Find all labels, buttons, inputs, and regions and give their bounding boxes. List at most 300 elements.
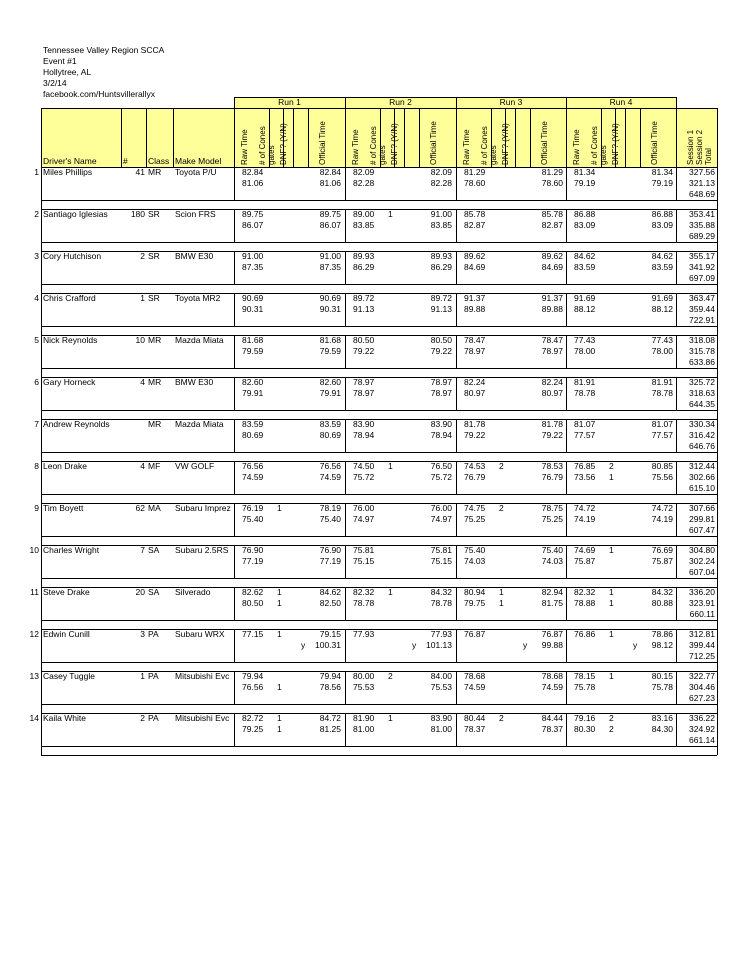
grid-line [717, 503, 718, 545]
raw-time: 75.15 [353, 556, 375, 566]
raw-time: 79.94 [242, 671, 264, 681]
official-time: 81.29 [541, 167, 563, 177]
position: 1 [34, 167, 39, 177]
dnf-header: DNF? (Y/N) [390, 123, 399, 165]
grid-line [566, 251, 567, 284]
dnf-flag: y [633, 640, 638, 650]
official-time-header: Official Time [650, 121, 659, 165]
raw-time: 89.62 [464, 251, 486, 261]
car-number: 41 [135, 167, 145, 177]
cone-count: 1 [609, 598, 614, 608]
raw-time: 82.09 [353, 167, 375, 177]
dnf-header: DNF? (Y/N) [501, 123, 510, 165]
official-time: 89.88 [541, 304, 563, 314]
raw-time: 80.30 [574, 724, 596, 734]
raw-time: 89.88 [464, 304, 486, 314]
cones-header: # of Cones [369, 126, 378, 165]
raw-time: 74.03 [464, 556, 486, 566]
grid-line [676, 377, 677, 410]
official-time: 75.87 [651, 556, 673, 566]
official-time: 79.15 [319, 629, 341, 639]
official-time: 76.69 [651, 545, 673, 555]
driver-name: Edwin Cunill [43, 629, 90, 639]
dnf-flag: y [412, 640, 417, 650]
car-class: MA [148, 503, 161, 513]
grid-line [717, 629, 718, 671]
raw-time: 79.22 [464, 430, 486, 440]
grid-line [566, 335, 567, 368]
grid-line [234, 167, 235, 200]
grid-line [456, 503, 457, 536]
cone-count: 2 [609, 724, 614, 734]
cone-count: 1 [277, 682, 282, 692]
grid-line [456, 671, 457, 704]
raw-time: 86.07 [242, 220, 264, 230]
session2-total: 316.42 [689, 430, 715, 440]
grid-line [676, 587, 677, 620]
cone-count: 2 [609, 713, 614, 723]
session1-total: 322.77 [689, 671, 715, 681]
driver-name: Nick Reynolds [43, 335, 98, 345]
session2-total: 315.78 [689, 346, 715, 356]
cone-count: 1 [277, 587, 282, 597]
grid-line [41, 461, 42, 503]
raw-time: 81.91 [574, 377, 596, 387]
official-time: 78.60 [541, 178, 563, 188]
grid-line [491, 108, 492, 167]
cone-count: 1 [277, 724, 282, 734]
raw-time: 81.06 [242, 178, 264, 188]
grid-line [676, 461, 677, 494]
session2-total: 321.13 [689, 178, 715, 188]
raw-time: 82.87 [464, 220, 486, 230]
official-time: 84.32 [651, 587, 673, 597]
raw-time: 78.94 [353, 430, 375, 440]
make-model: BMW E30 [175, 251, 214, 261]
grid-line [676, 209, 677, 242]
raw-time: 75.87 [574, 556, 596, 566]
car-number: 3 [140, 629, 145, 639]
grand-total: 660.11 [689, 609, 715, 619]
official-time: 90.69 [319, 293, 341, 303]
grid-line [345, 293, 346, 326]
car-class: PA [148, 671, 159, 681]
official-time: 77.19 [319, 556, 341, 566]
raw-time: 89.00 [353, 209, 375, 219]
raw-time: 82.72 [242, 713, 264, 723]
raw-time: 77.15 [242, 629, 264, 639]
raw-time: 82.32 [353, 587, 375, 597]
grid-line [717, 713, 718, 755]
grid-line [676, 419, 677, 452]
raw-time: 78.00 [574, 346, 596, 356]
session1-total: 307.66 [689, 503, 715, 513]
make-model: Mitsubishi Evc [175, 713, 230, 723]
raw-time-header: Raw Time [240, 129, 249, 165]
make-model: Scion FRS [175, 209, 216, 219]
official-time: 83.85 [430, 220, 452, 230]
session1-total: 304.80 [689, 545, 715, 555]
raw-time: 75.72 [353, 472, 375, 482]
official-time: 81.34 [651, 167, 673, 177]
official-time: 82.87 [541, 220, 563, 230]
official-time: 91.37 [541, 293, 563, 303]
grid-line [345, 629, 346, 662]
dnf-flag: y [523, 640, 528, 650]
official-time: 100.31 [315, 640, 341, 650]
grid-line [41, 108, 42, 167]
grid-line [676, 167, 677, 200]
grand-total: 697.09 [689, 273, 715, 283]
car-number: 1 [140, 293, 145, 303]
car-class: SR [148, 209, 160, 219]
grid-line [566, 167, 567, 200]
official-time: 86.07 [319, 220, 341, 230]
grid-line [41, 368, 717, 369]
grid-line [456, 461, 457, 494]
raw-time: 84.69 [464, 262, 486, 272]
grid-line [456, 545, 457, 578]
grid-line [676, 251, 677, 284]
session1-header: Session 1 [686, 129, 695, 165]
grid-line [717, 167, 718, 209]
facebook-link[interactable]: facebook.com/Huntsvillerallyx [43, 89, 155, 99]
position: 12 [29, 629, 39, 639]
position: 14 [29, 713, 39, 723]
grand-total: 607.04 [689, 567, 715, 577]
gates-header: gates [267, 145, 276, 165]
make-model: Toyota MR2 [175, 293, 221, 303]
session1-total: 312.44 [689, 461, 715, 471]
grid-line [345, 97, 346, 167]
raw-time: 81.29 [464, 167, 486, 177]
grid-line [234, 209, 235, 242]
grid-line [566, 629, 567, 662]
grid-line [676, 671, 677, 704]
cone-count: 2 [499, 503, 504, 513]
make-model: Toyota P/U [175, 167, 217, 177]
official-time: 82.50 [319, 598, 341, 608]
session1-total: 355.17 [689, 251, 715, 261]
raw-time: 76.56 [242, 461, 264, 471]
cone-count: 2 [499, 461, 504, 471]
session2-total: 324.92 [689, 724, 715, 734]
official-time: 80.50 [430, 335, 452, 345]
raw-time: 76.19 [242, 503, 264, 513]
session2-total: 335.88 [689, 220, 715, 230]
driver-name: Cory Hutchison [43, 251, 102, 261]
official-time: 80.88 [651, 598, 673, 608]
raw-time-header: Raw Time [572, 129, 581, 165]
raw-time: 79.75 [464, 598, 486, 608]
raw-time: 81.07 [574, 419, 596, 429]
raw-time: 76.90 [242, 545, 264, 555]
official-time: 82.09 [430, 167, 452, 177]
raw-time: 82.32 [574, 587, 596, 597]
grid-line [615, 108, 616, 167]
official-time: 78.56 [319, 682, 341, 692]
grid-line [41, 167, 42, 209]
grid-line [345, 377, 346, 410]
make-model: Mazda Miata [175, 335, 224, 345]
official-time: 78.97 [430, 377, 452, 387]
session1-total: 327.56 [689, 167, 715, 177]
car-number: 1 [140, 671, 145, 681]
official-time: 81.91 [651, 377, 673, 387]
grid-line [345, 209, 346, 242]
raw-time: 83.85 [353, 220, 375, 230]
cone-count: 1 [388, 209, 393, 219]
grid-line [717, 587, 718, 629]
official-time: 88.12 [651, 304, 673, 314]
grid-line [41, 410, 717, 411]
grid-line [234, 335, 235, 368]
car-number: 180 [130, 209, 145, 219]
cone-count: 1 [609, 587, 614, 597]
grid-line [566, 671, 567, 704]
session2-total: 323.91 [689, 598, 715, 608]
session1-total: 312.81 [689, 629, 715, 639]
grand-total: 644.35 [689, 399, 715, 409]
official-time: 98.12 [651, 640, 673, 650]
official-time: 80.15 [651, 671, 673, 681]
grid-line [456, 97, 457, 167]
grid-line [41, 662, 717, 663]
grid-line [41, 503, 42, 545]
grid-line [283, 108, 284, 167]
position: 7 [34, 419, 39, 429]
car-class: MR [148, 377, 162, 387]
grid-line [717, 377, 718, 419]
grid-line [41, 326, 717, 327]
official-time: 84.32 [430, 587, 452, 597]
car-class: SA [148, 545, 160, 555]
official-time: 84.00 [430, 671, 452, 681]
raw-time: 78.97 [353, 377, 375, 387]
grid-line [234, 97, 235, 167]
grand-total: 615.10 [689, 483, 715, 493]
position: 6 [34, 377, 39, 387]
grid-line [234, 503, 235, 536]
make-model: Mitsubishi Evc [175, 671, 230, 681]
official-time: 81.00 [430, 724, 452, 734]
raw-time: 76.86 [574, 629, 596, 639]
official-time: 76.87 [541, 629, 563, 639]
grid-line [345, 461, 346, 494]
grid-line [41, 284, 717, 285]
grid-line [173, 108, 174, 167]
official-time: 74.72 [651, 503, 673, 513]
driver-name: Miles Phillips [43, 167, 93, 177]
official-time: 80.85 [651, 461, 673, 471]
grid-line [234, 671, 235, 704]
official-time: 82.60 [319, 377, 341, 387]
raw-time: 82.84 [242, 167, 264, 177]
grid-line [41, 746, 717, 747]
raw-time: 76.56 [242, 682, 264, 692]
car-number: 62 [135, 503, 145, 513]
car-class: MF [148, 461, 161, 471]
official-time: 74.97 [430, 514, 452, 524]
grid-line [717, 251, 718, 293]
official-time: 83.59 [651, 262, 673, 272]
grid-line [41, 377, 42, 419]
official-time: 90.31 [319, 304, 341, 314]
cone-count: 1 [609, 629, 614, 639]
raw-time: 82.60 [242, 377, 264, 387]
grid-line [41, 419, 42, 461]
run-label: Run 4 [609, 97, 633, 107]
raw-time: 84.62 [574, 251, 596, 261]
official-time: 74.19 [651, 514, 673, 524]
car-class: MR [148, 419, 162, 429]
grid-line [717, 419, 718, 461]
official-time: 77.93 [430, 629, 452, 639]
raw-time: 81.00 [353, 724, 375, 734]
driver-name: Gary Horneck [43, 377, 96, 387]
grid-line [676, 335, 677, 368]
official-time: 101.13 [426, 640, 452, 650]
raw-time: 83.90 [353, 419, 375, 429]
raw-time: 81.68 [242, 335, 264, 345]
official-time: 82.94 [541, 587, 563, 597]
grid-line [566, 419, 567, 452]
official-time: 78.78 [651, 388, 673, 398]
grid-line [717, 461, 718, 503]
raw-time: 74.19 [574, 514, 596, 524]
grid-line [676, 97, 677, 167]
raw-time: 78.78 [574, 388, 596, 398]
raw-time: 79.91 [242, 388, 264, 398]
raw-time: 74.97 [353, 514, 375, 524]
grid-line [456, 377, 457, 410]
grid-line [717, 671, 718, 713]
car-number: 10 [135, 335, 145, 345]
grid-line [566, 97, 567, 167]
grid-line [41, 671, 42, 713]
grid-line [601, 108, 602, 167]
raw-time: 80.69 [242, 430, 264, 440]
grid-line [234, 97, 676, 98]
official-time: 77.57 [651, 430, 673, 440]
official-time: 83.16 [651, 713, 673, 723]
grid-line [234, 713, 235, 746]
official-time: 77.43 [651, 335, 673, 345]
grand-total: 648.69 [689, 189, 715, 199]
raw-time: 78.78 [353, 598, 375, 608]
raw-time: 86.29 [353, 262, 375, 272]
session1-total: 336.20 [689, 587, 715, 597]
grid-line [676, 503, 677, 536]
cone-count: 1 [277, 598, 282, 608]
official-time: 79.94 [319, 671, 341, 681]
official-time: 79.91 [319, 388, 341, 398]
official-time: 76.79 [541, 472, 563, 482]
grid-line [41, 452, 717, 453]
grid-line [717, 335, 718, 377]
raw-time: 86.88 [574, 209, 596, 219]
official-time: 82.28 [430, 178, 452, 188]
raw-time: 74.59 [464, 682, 486, 692]
gates-header: gates [599, 145, 608, 165]
cone-count: 1 [277, 629, 282, 639]
official-time: 78.75 [541, 503, 563, 513]
official-time: 78.97 [541, 346, 563, 356]
raw-time: 91.69 [574, 293, 596, 303]
raw-time: 91.37 [464, 293, 486, 303]
raw-time: 78.47 [464, 335, 486, 345]
class-header: Class [148, 156, 170, 166]
grid-line [566, 293, 567, 326]
grid-line [419, 108, 420, 167]
grid-line [530, 108, 531, 167]
grand-total: 689.29 [689, 231, 715, 241]
grid-line [456, 167, 457, 200]
make-model-header: Make Model [175, 156, 222, 166]
grid-line [566, 461, 567, 494]
raw-time: 82.24 [464, 377, 486, 387]
raw-time: 89.75 [242, 209, 264, 219]
raw-time: 75.40 [464, 545, 486, 555]
raw-time: 74.72 [574, 503, 596, 513]
grid-line [41, 620, 717, 621]
raw-time: 75.53 [353, 682, 375, 692]
raw-time: 79.59 [242, 346, 264, 356]
run-label: Run 2 [389, 97, 412, 107]
raw-time: 74.59 [242, 472, 264, 482]
official-time: 89.75 [319, 209, 341, 219]
official-time: 84.72 [319, 713, 341, 723]
raw-time: 89.93 [353, 251, 375, 261]
official-time: 81.25 [319, 724, 341, 734]
official-time: 82.24 [541, 377, 563, 387]
driver-name: Chris Crafford [43, 293, 96, 303]
grid-line [515, 108, 516, 167]
grid-line [717, 209, 718, 251]
cone-count: 1 [277, 503, 282, 513]
cone-count: 1 [609, 472, 614, 482]
make-model: Subaru WRX [175, 629, 225, 639]
grid-line [456, 209, 457, 242]
grid-line [345, 503, 346, 536]
grid-line [566, 377, 567, 410]
session1-total: 318.08 [689, 335, 715, 345]
grid-line [41, 209, 42, 251]
raw-time: 75.78 [574, 682, 596, 692]
raw-time: 81.34 [574, 167, 596, 177]
grid-line [234, 461, 235, 494]
grid-line [566, 587, 567, 620]
official-time: 78.68 [541, 671, 563, 681]
raw-time: 78.37 [464, 724, 486, 734]
raw-time: 83.09 [574, 220, 596, 230]
grand-total: 722.91 [689, 315, 715, 325]
car-class: PA [148, 629, 159, 639]
driver-name: Andrew Reynolds [43, 419, 110, 429]
official-time-header: Official Time [429, 121, 438, 165]
grid-line [345, 713, 346, 746]
session2-total: 359.44 [689, 304, 715, 314]
official-time: 84.30 [651, 724, 673, 734]
grid-line [676, 545, 677, 578]
official-time: 79.22 [541, 430, 563, 440]
grid-line [566, 713, 567, 746]
official-time: 81.07 [651, 419, 673, 429]
raw-time: 91.13 [353, 304, 375, 314]
official-time: 81.68 [319, 335, 341, 345]
grid-line [41, 713, 42, 755]
grid-line [505, 108, 506, 167]
